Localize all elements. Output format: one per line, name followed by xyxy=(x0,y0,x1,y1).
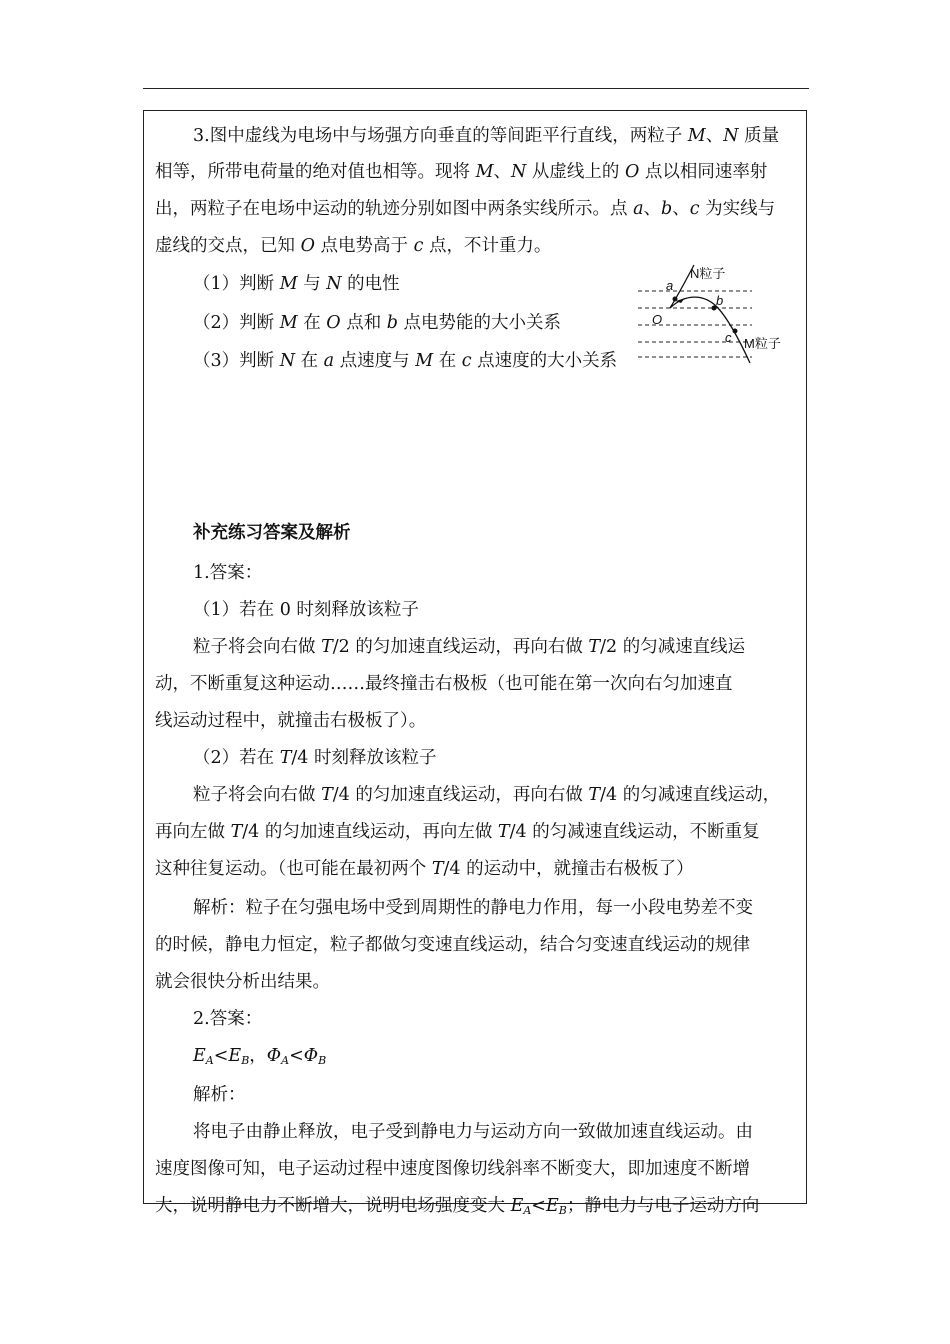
q2-line-2: 速度图像可知，电子运动过程中速度图像切线斜率不断变大，即加速度不断增 xyxy=(155,1159,750,1179)
q1-line-5: 再向左做 T/4 的匀加速直线运动，再向左做 T/4 的匀减速直线运动，不断重复 xyxy=(155,822,760,842)
q1-label: 1.答案： xyxy=(193,563,263,583)
q1-part2: （2）若在 T/4 时刻释放该粒子 xyxy=(193,748,437,768)
q1-explain-3: 就会很快分析出结果。 xyxy=(155,972,330,992)
q2-explain-label: 解析： xyxy=(193,1085,246,1105)
q2-label: 2.答案： xyxy=(193,1009,263,1029)
m-particle-trajectory xyxy=(670,297,750,363)
q1-explain-1: 解析：粒子在匀强电场中受到周期性的静电力作用，每一小段电势差不变 xyxy=(193,898,753,918)
answers-heading: 补充练习答案及解析 xyxy=(193,523,351,543)
label-b: b xyxy=(716,293,724,308)
q1-part1: （1）若在 0 时刻释放该粒子 xyxy=(193,600,419,620)
q1-line-3: 线运动过程中，就撞击右极板了）。 xyxy=(155,711,427,731)
q3-sub-1: （1）判断 M 与 N 的电性 xyxy=(193,274,400,294)
q2-line-1: 将电子由静止释放，电子受到静电力与运动方向一致做加速直线运动。由 xyxy=(193,1122,753,1142)
q3-line-3: 出，两粒子在电场中运动的轨迹分别如图中两条实线所示。点 a、b、c 为实线与 xyxy=(155,199,776,219)
q1-line-6: 这种往复运动。（也可能在最初两个 T/4 的运动中，就撞击右极板了） xyxy=(155,859,694,879)
q3-line-4: 虚线的交点，已知 O 点电势高于 c 点，不计重力。 xyxy=(155,236,552,256)
q1-line-1: 粒子将会向右做 T/2 的匀加速直线运动，再向右做 T/2 的匀减速直线运 xyxy=(193,637,746,657)
label-a: a xyxy=(666,278,674,293)
q3-sub-2: （2）判断 M 在 O 点和 b 点电势能的大小关系 xyxy=(193,313,562,333)
q1-explain-2: 的时候，静电力恒定，粒子都做匀变速直线运动，结合匀变速直线运动的规律 xyxy=(155,935,750,955)
q1-line-4: 粒子将会向右做 T/4 的匀加速直线运动，再向右做 T/4 的匀减速直线运动， xyxy=(193,785,781,805)
label-m-particle: M粒子 xyxy=(744,336,781,351)
label-c: c xyxy=(725,330,732,345)
point-c xyxy=(733,329,738,334)
q3-line-1: 3.图中虚线为电场中与场强方向垂直的等间距平行直线，两粒子 M、N 质量 xyxy=(193,126,780,146)
label-n-particle: N粒子 xyxy=(690,266,726,281)
q3-sub-3: （3）判断 N 在 a 点速度与 M 在 c 点速度的大小关系 xyxy=(193,351,618,371)
header-rule xyxy=(143,88,809,89)
q3-line-2: 相等，所带电荷量的绝对值也相等。现将 M、N 从虚线上的 O 点以相同速率射 xyxy=(155,162,768,182)
q2-answer: $E_A<E_B$，$\Phi_A<\Phi_B$ xyxy=(193,1046,327,1067)
label-o: O xyxy=(652,312,663,327)
field-trajectory-diagram xyxy=(632,262,802,380)
q2-line-3: 大，说明静电力不断增大，说明电场强度变大 $E_A<E_B$；静电力与电子运动方向 xyxy=(155,1196,760,1217)
q1-line-2: 动，不断重复这种运动……最终撞击右极板（也可能在第一次向右匀加速直 xyxy=(155,674,733,694)
